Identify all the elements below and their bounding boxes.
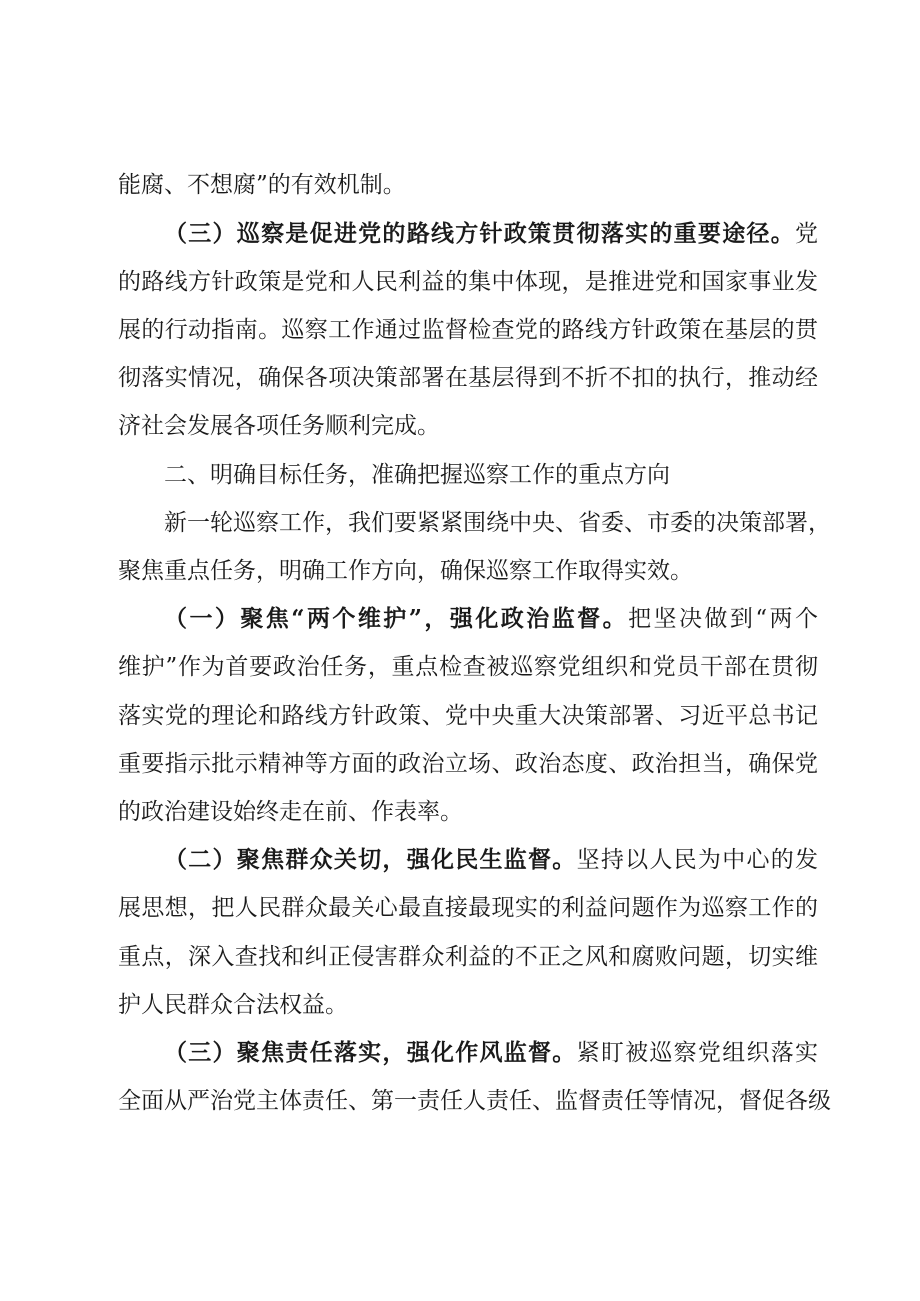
bold-subheading: （三）巡察是促进党的路线方针政策贯彻落实的重要途径。 bbox=[164, 220, 795, 247]
body-text-line: 的路线方针政策是党和人民利益的集中体现，是推进党和国家事业发 bbox=[118, 269, 818, 295]
body-text-line: 展思想，把人民群众最关心最直接最现实的利益问题作为巡察工作的 bbox=[118, 895, 818, 921]
body-text-line: 重点，深入查找和纠正侵害群众利益的不正之风和腐败问题，切实维 bbox=[118, 944, 818, 970]
body-text-line: 彻落实情况，确保各项决策部署在基层得到不折不扣的执行，推动经 bbox=[118, 365, 818, 391]
body-text-line: 护人民群众合法权益。 bbox=[118, 992, 348, 1018]
body-text-line: 维护”作为首要政治任务，重点检查被巡察党组织和党员干部在贯彻 bbox=[118, 654, 818, 680]
body-text-line: 重要指示批示精神等方面的政治立场、政治态度、政治担当，确保党 bbox=[118, 751, 818, 777]
body-text-line: 济社会发展各项任务顺利完成。 bbox=[118, 413, 440, 439]
body-text-line: 新一轮巡察工作，我们要紧紧围绕中央、省委、市委的决策部署， bbox=[164, 510, 831, 536]
body-text-line: 聚焦重点任务，明确工作方向，确保巡察工作取得实效。 bbox=[118, 558, 693, 584]
bold-subheading: （二）聚焦群众关切，强化民生监督。 bbox=[164, 846, 577, 873]
body-text-line: 全面从严治党主体责任、第一责任人责任、监督责任等情况，督促各级 bbox=[118, 1088, 831, 1114]
body-text-line: 展的行动指南。巡察工作通过监督检查党的路线方针政策在基层的贯 bbox=[118, 317, 818, 343]
subheading-paragraph-line: （一）聚焦“两个维护”，强化政治监督。把坚决做到“两个 bbox=[164, 605, 818, 632]
subheading-paragraph-line: （三）巡察是促进党的路线方针政策贯彻落实的重要途径。党 bbox=[164, 220, 818, 247]
bold-subheading: （三）聚焦责任落实，强化作风监督。 bbox=[164, 1039, 577, 1066]
bold-subheading: （一）聚焦“两个维护”，强化政治监督。 bbox=[164, 605, 629, 632]
body-text-line: 落实党的理论和路线方针政策、党中央重大决策部署、习近平总书记 bbox=[118, 703, 818, 729]
body-text-line: 能腐、不想腐”的有效机制。 bbox=[118, 172, 406, 198]
subheading-paragraph-line: （三）聚焦责任落实，强化作风监督。紧盯被巡察党组织落实 bbox=[164, 1039, 819, 1066]
section-heading: 二、明确目标任务，准确把握巡察工作的重点方向 bbox=[164, 462, 670, 488]
subheading-paragraph-line: （二）聚焦群众关切，强化民生监督。坚持以人民为中心的发 bbox=[164, 846, 819, 873]
body-text-line: 的政治建设始终走在前、作表率。 bbox=[118, 799, 463, 825]
